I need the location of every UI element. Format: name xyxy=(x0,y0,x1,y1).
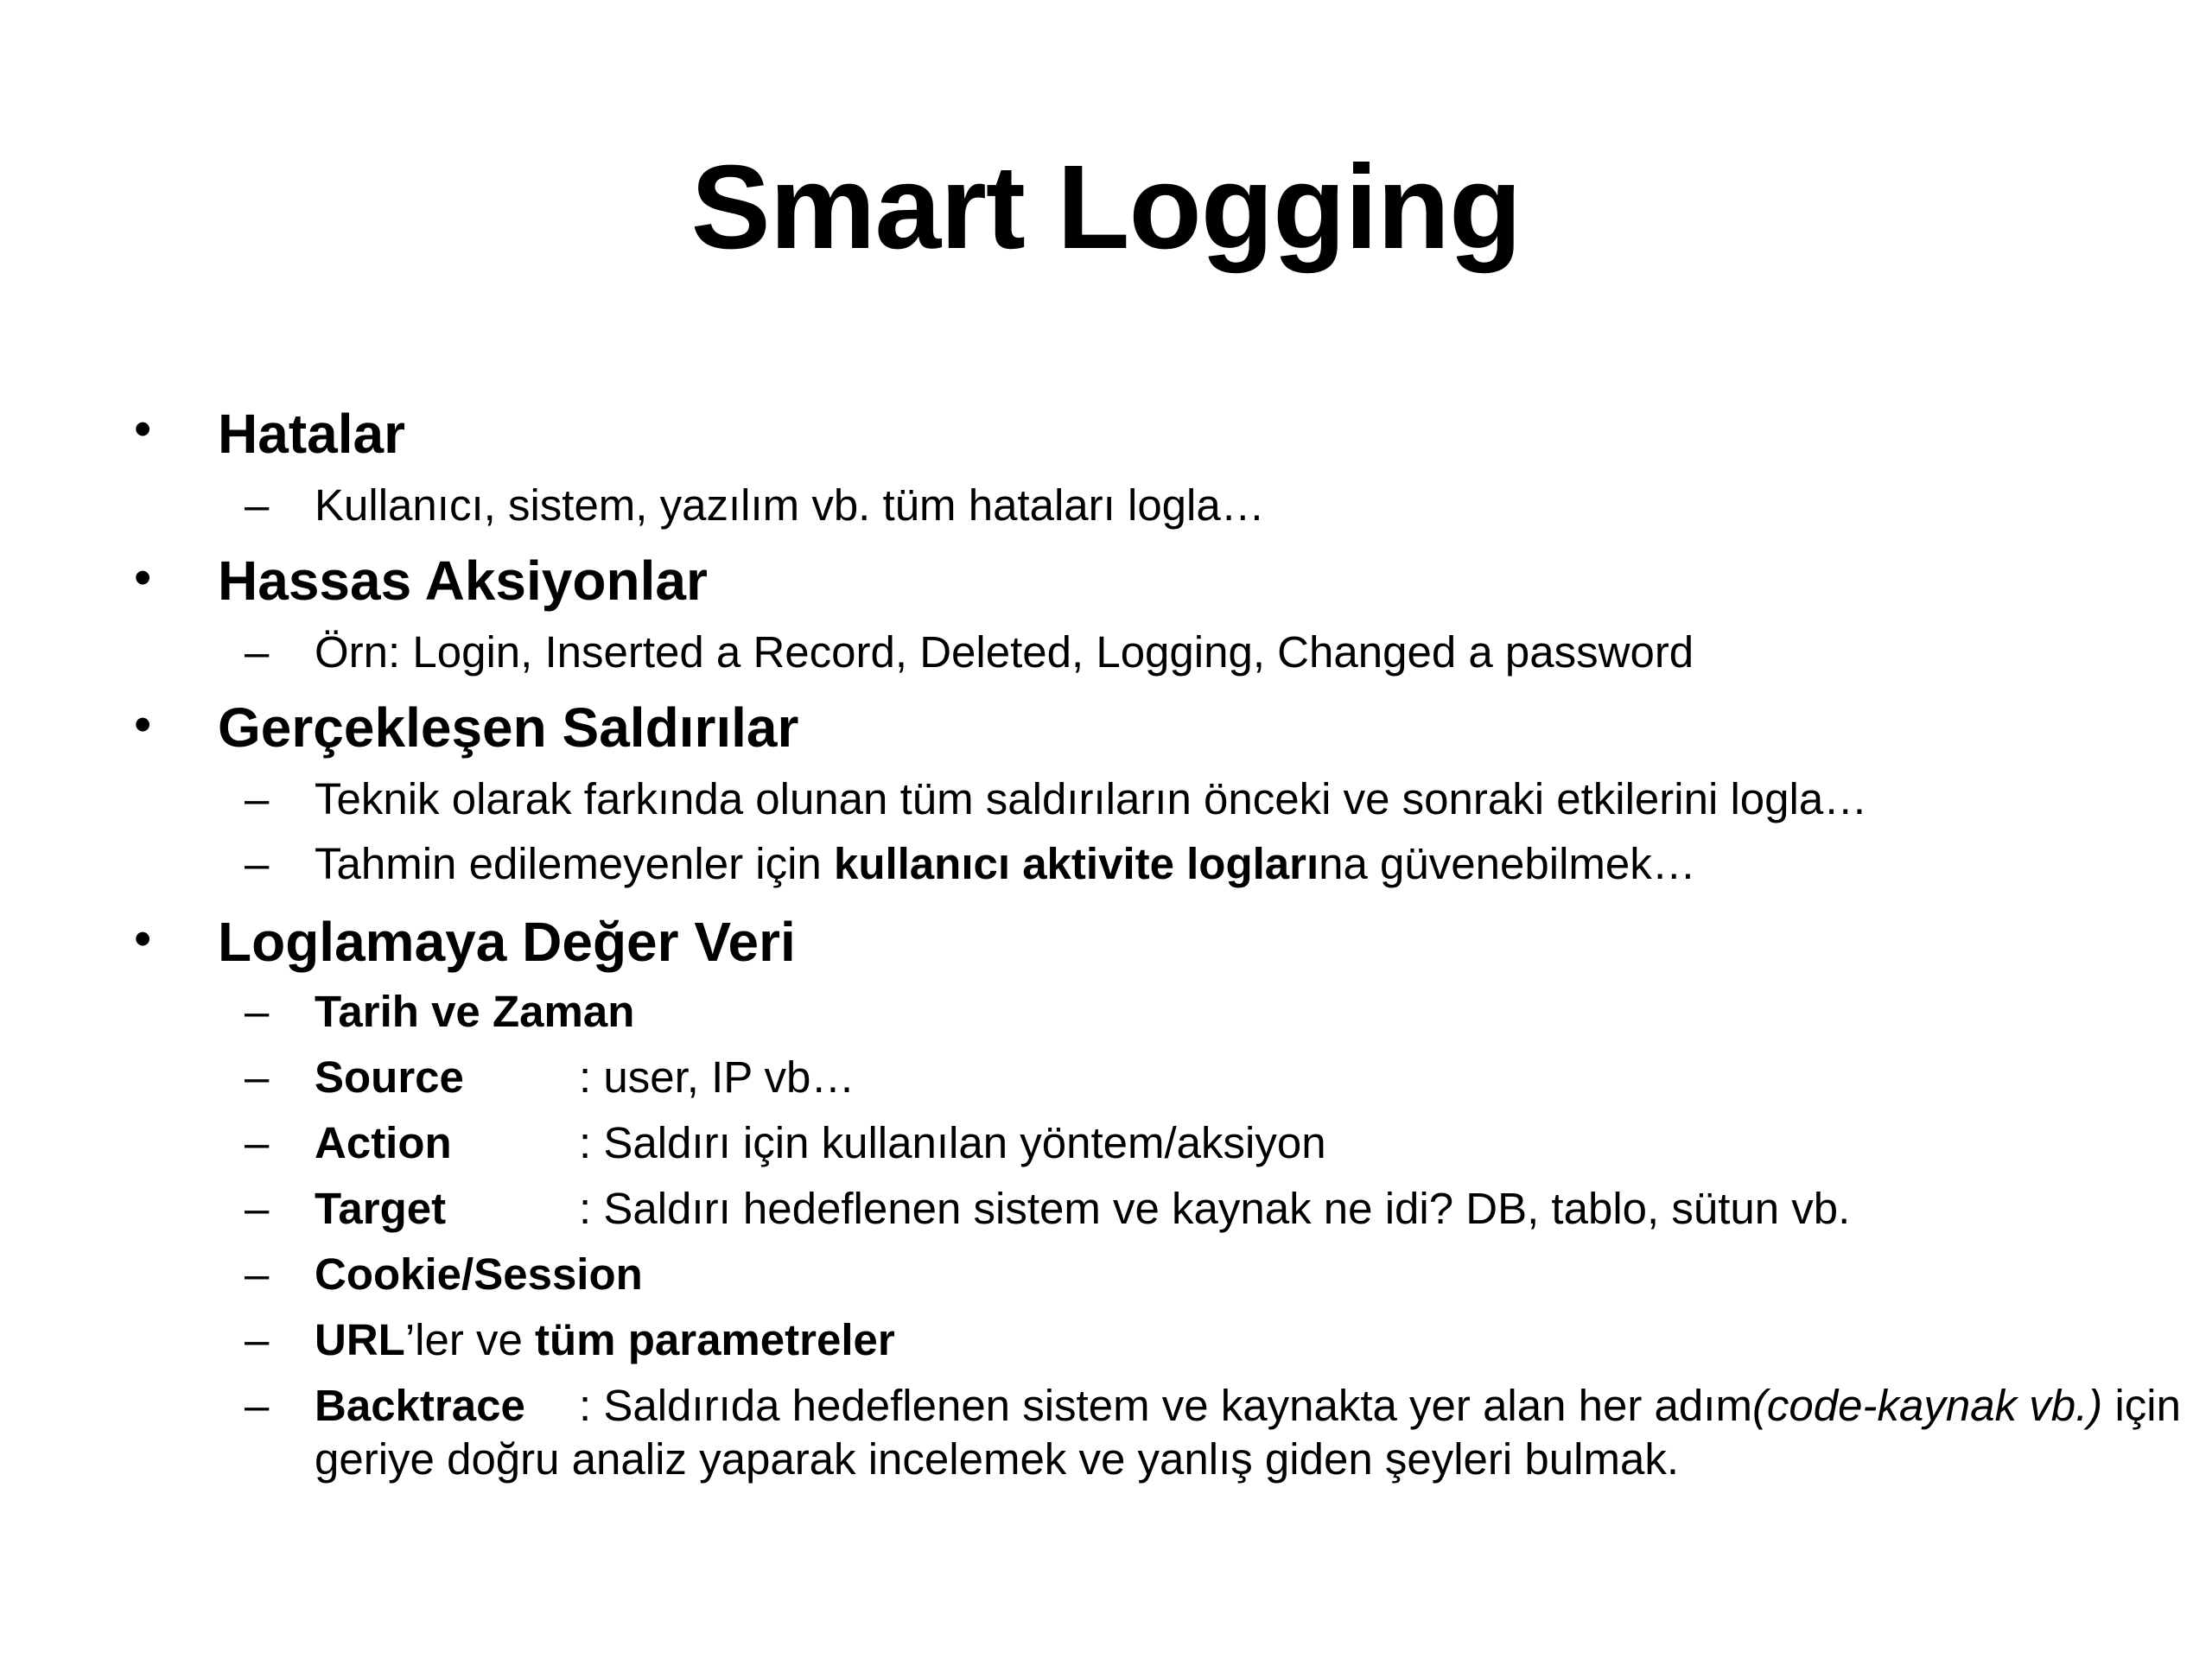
field-value: : Saldırıda hedeflenen sistem ve kaynakta yer alan her adım xyxy=(579,1381,1752,1430)
bullet-icon: • xyxy=(134,401,152,457)
item-bold-text: tüm parametreler xyxy=(535,1315,895,1364)
field-value: : Saldırı hedeflenen sistem ve kaynak ne idi? DB, tablo, sütun vb. xyxy=(579,1184,1851,1233)
section-heading-gerceklesen-saldirilar: Gerçekleşen Saldırılar xyxy=(218,696,799,759)
dash-icon: – xyxy=(245,839,270,888)
dash-icon: – xyxy=(245,1315,270,1364)
list-item: Kullanıcı, sistem, yazılım vb. tüm hataları logla… xyxy=(315,480,1265,530)
list-item xyxy=(315,1381,2181,1432)
field-label-backtrace: Backtrace xyxy=(315,1381,525,1430)
item-text: na güvenebilmek… xyxy=(1319,839,1696,888)
item-italic-text: (code-kaynak vb.) xyxy=(1751,1381,2103,1430)
item-text: için xyxy=(2102,1381,2181,1430)
dash-icon: – xyxy=(245,1184,270,1233)
dash-icon: – xyxy=(245,774,270,823)
field-label-url: URL xyxy=(315,1315,405,1364)
field-value: : user, IP vb… xyxy=(579,1052,855,1102)
field-label-source: Source xyxy=(315,1052,464,1102)
field-value: : Saldırı için kullanılan yöntem/aksiyon xyxy=(579,1118,1326,1167)
bullet-icon: • xyxy=(134,911,152,967)
slide-title: Smart Logging xyxy=(690,141,1522,274)
section-heading-loglamaya-deger-veri: Loglamaya Değer Veri xyxy=(218,911,796,973)
dash-icon: – xyxy=(245,1249,270,1299)
item-bold-text: kullanıcı aktivite logları xyxy=(833,839,1319,888)
list-item: Örn: Login, Inserted a Record, Deleted, Logging, Changed a password xyxy=(315,627,1694,677)
list-item-continuation: geriye doğru analiz yaparak incelemek ve yanlış giden şeyleri bulmak. xyxy=(315,1434,1679,1484)
section-heading-hassas-aksiyonlar: Hassas Aksiyonlar xyxy=(218,550,708,612)
dash-icon: – xyxy=(245,987,270,1036)
dash-icon: – xyxy=(245,627,270,677)
field-label-target: Target xyxy=(315,1184,447,1233)
item-text: ’ler ve xyxy=(404,1315,536,1364)
bullet-icon: • xyxy=(134,696,152,753)
bullet-icon: • xyxy=(134,550,152,606)
field-label-action: Action xyxy=(315,1118,452,1167)
list-item xyxy=(315,839,1696,890)
dash-icon: – xyxy=(245,1381,270,1430)
field-label-cookie-session: Cookie/Session xyxy=(315,1249,643,1299)
item-text: Tahmin edilemeyenler için xyxy=(315,839,834,888)
list-item: Teknik olarak farkında olunan tüm saldırıların önceki ve sonraki etkilerini logla… xyxy=(315,774,1868,823)
dash-icon: – xyxy=(245,1052,270,1102)
dash-icon: – xyxy=(245,1118,270,1167)
list-item xyxy=(315,1184,1850,1235)
field-label-tarih-ve-zaman: Tarih ve Zaman xyxy=(315,987,635,1036)
list-item xyxy=(315,1052,855,1103)
list-item xyxy=(315,1118,1326,1169)
list-item xyxy=(315,1315,895,1366)
section-heading-hatalar: Hatalar xyxy=(218,403,405,465)
dash-icon: – xyxy=(245,480,270,530)
